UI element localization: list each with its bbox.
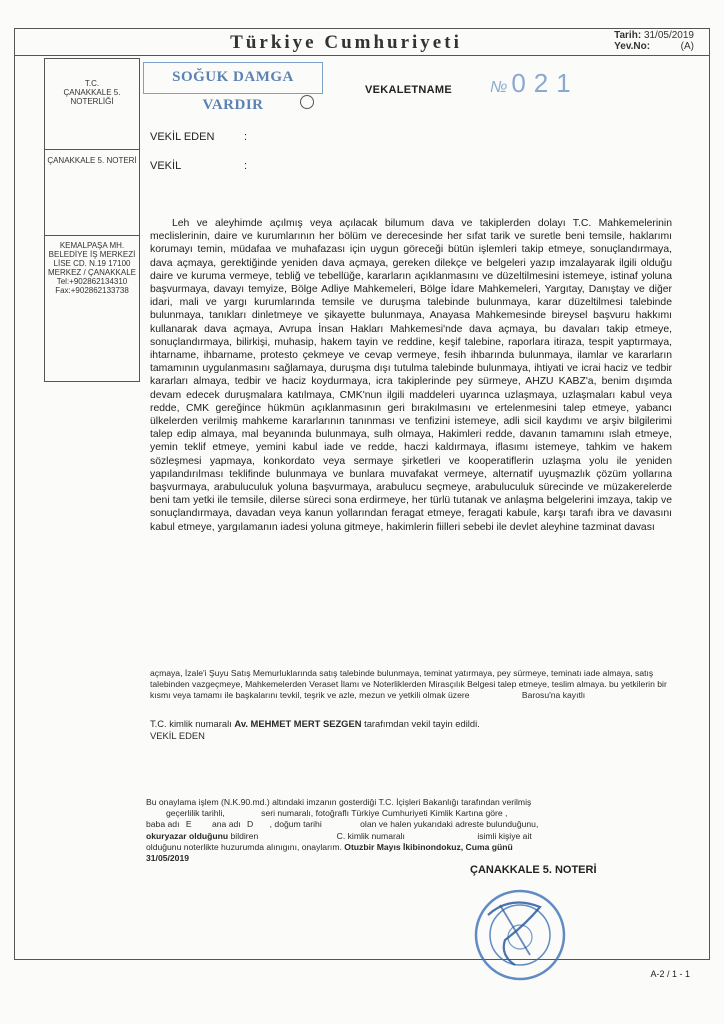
vekil-label: VEKİL (150, 160, 182, 172)
mother-initial: D (247, 819, 254, 830)
date-in-words: Otuzbir Mayıs İkibinondokuz, Cuma günü (344, 841, 513, 852)
appointment-text: tarafımdan vekil tayin edildi. (364, 718, 480, 729)
address-line: KEMALPAŞA MH. (59, 241, 125, 250)
noter-signature-label: ÇANAKKALE 5. NOTERİ (470, 864, 597, 876)
address-line: MERKEZ / ÇANAKKALE (47, 268, 137, 277)
id-label: C. kimlik numaralı (336, 830, 405, 841)
date-value: 31/05/2019 (643, 30, 694, 41)
vekil-eden-label: VEKİL EDEN (150, 131, 215, 143)
header-meta (614, 30, 694, 52)
notary-sidebar (44, 58, 140, 382)
father-label: baba adı (146, 819, 180, 830)
page-code: A-2 / 1 - 1 (650, 969, 690, 979)
person-label: isimli kişiye ait (477, 830, 532, 841)
main-paragraph: Leh ve aleyhimde açılmış veya açılacak bilumum dava ve takiplerden dolayı T.C. Mahkemelerinin meclislerinin, daire ve kurumlarının her bölüm ve derecesinde her sıfat tarik ve suretle beni temsile, haklarımı korumayı temin, müdafaa ve muhafazası için uygun göreceği bütün işlemleri takip etmeye, sonuçlandırmaya, dava açmaya, gerektiğinde yeniden dava açmaya, gereken dilekçe ve belgeleri yazıp imzalayarak ilgili olduğu daire ve kuruma vermeye, tebliğ ve tebellüğe, kararların açıklanmasını ve düzeltilmesini istemeye, istinaf yoluna başvurmaya, davayı temyize, Bölge Adliye Mahkemeleri, Bölge İdare Mahkemeleri, Yargıtay, Danıştay ve diğer idari, mali ve yargı kurumlarında temsile ve duruşma talebinde bulunmaya, karar düzeltilmesi talebinde bulunmaya, tanıkları dinletmeye ve şikayette bulunmaya, Anayasa Mahkemesinde bireysel başvuru hakkımı kullanarak dava açmaya, Avrupa İnsan Hakları Mahkemesi'nde dava açmaya, bu davaları takip etmeye, sonuçlandırmaya, bilirkişi, muhasip, hakem tayin ve reddine, keşif talebine, raporlara itiraza, tespit yaptırmaya, ihtarname, ihbarname, protesto çekmeye ve cevap vermeye, fesih ihbarında bulunmaya, ilamlar ve kararların tamamının uygulanmasını sağlamaya, duruşma dışı tutulma talebinde bulunmaya, ihtiyati ve icrai haciz ve tedbir kararları almaya, tedbir ve haciz koydurmaya, icra takiplerinde pey sürmeye, AHZU KABZ'a, benim dışımda devam edecek duruşmalara katılmaya, CMK'nun ilgili maddeleri uyarınca uzlaşmaya, uzlaşmaları kabul veya redde, CMK gereğince hükmün açıklanmasının geri bırakılmasını ve ertelenmesini talep etmeye, yabancı ülkelerden verilmiş mahkeme kararlarının tanınması ve tenfizini istemeye, adli sicil kaydımı ve arşiv bilgilerimi talep edip almaya, mal beyanında bulunmaya, sulh olmaya, Hakimleri redde, davanın tamamını ıslah etmeye, yemin teklif etmeye, yemini kabul iade ve redde, haczi kaldırmaya, iflasımı istemeye, tahkim ve hakem sözleşmesi yapmaya, konkordato veya sermaye şirketleri ve kooperatiflerin uzlaşma yolu ile yeniden yapılandırılması teklifinde bulunmaya ve bunlara muvafakat vermeye, alternatif uyuşmazlık çözüm yollarına başvurmaya, arabuluculuk yoluna başvurmaya, arabulucu seçmeye, arabuluculuk sürecinde ve müzakerelerde beni tam yetki ile temsile, dilerse süreci sona erdirmeye, her türlü tutanak ve anlaşma belgelerini imzaya, takip ve sonuçlandırmaya, davadan veya kanun yollarından feragat etmeye, feragati kabule, karşı tarafı ibra ve davasını kabul etmeye, yargılamanın iadesi yoluna gitmeye, hakimlerin fiilleri sebebi ile devlet aleyhine tazminat davası (150, 218, 672, 533)
cert-line (146, 831, 676, 842)
declarer-label: bildiren (230, 830, 259, 841)
notary-seal-stamp (470, 885, 570, 985)
lawyer-name: Av. MEHMET MERT SEZGEN (234, 718, 362, 729)
stamp-hole-mark (300, 95, 314, 109)
number-value: 021 (511, 68, 579, 98)
address-block (45, 241, 139, 295)
cert-line (146, 853, 676, 864)
address-line: LİSE CD. N.19 17100 (53, 259, 131, 268)
authorization-text (150, 217, 672, 534)
closing-vekil-eden: VEKİL EDEN (150, 730, 205, 741)
field-colon: : (244, 131, 248, 143)
noter-name: ÇANAKKALE 5. NOTERİ (47, 156, 137, 165)
date-label: Tarih: (614, 30, 642, 41)
address-statement: olan ve halen yukarıdaki adreste bulunduğunu, (360, 819, 539, 830)
yev-label: Yev.No: (614, 41, 651, 52)
page-title: Türkiye Cumhuriyeti (230, 32, 462, 53)
office-line: T.C. (84, 79, 100, 88)
office-block (45, 79, 139, 106)
cert-date: 31/05/2019 (146, 853, 190, 864)
address-line: BELEDİYE İŞ MERKEZİ (48, 250, 136, 259)
birth-label: , doğum tarihi (269, 819, 322, 830)
vekil-field (150, 160, 248, 172)
authorization-continuation (150, 668, 674, 702)
document-number (490, 68, 579, 99)
office-line: ÇANAKKALE 5. (63, 88, 121, 97)
cert-line (146, 842, 676, 853)
phone-line: Tel:+902862134310 (56, 277, 128, 286)
office-line: NOTERLİĞİ (70, 97, 114, 106)
field-colon: : (244, 160, 248, 172)
approval-text: olduğunu noterlikte huzurumda alınıgını, onaylarım. (146, 841, 342, 852)
lawyer-line (150, 718, 674, 729)
cold-stamp-box: SOĞUK DAMGA VARDIR (143, 62, 323, 94)
vekil-eden-field (150, 131, 248, 143)
father-initial: E (185, 819, 192, 830)
literacy-text: okuryazar olduğunu (146, 830, 229, 841)
sidebar-divider (45, 149, 139, 150)
cert-line (146, 819, 676, 830)
cert-line: Bu onaylama işlem (N.K.90.md.) altındaki imzanın gosterdiği T.C. İçişleri Bakanlığı tarafından verilmiş (146, 797, 532, 807)
cert-line (146, 808, 676, 819)
number-prefix: № (490, 79, 508, 96)
header-divider (14, 55, 710, 56)
cert-validity: geçerlilik tarihli, (166, 808, 225, 819)
cert-serial: seri numaralı, fotoğraflı Türkiye Cumhuriyeti Kimlik Kartına göre , (261, 808, 508, 819)
sidebar-divider (45, 235, 139, 236)
mother-label: ana adı (211, 819, 241, 830)
notary-certification (146, 797, 676, 864)
yev-value: (A) (680, 41, 694, 52)
fax-line: Fax:+902862133738 (55, 286, 129, 295)
bar-text: Barosu'na kayıtlı (521, 690, 586, 701)
document-title: VEKALETNAME (365, 84, 453, 96)
continuation-text: açmaya, İzale'i Şuyu Satış Memurluklarında satış talebinde bulunmaya, teminat yatırmaya, pey sürmeye, teminatı iade almaya, satış talebinden vazgeçmeye, Mahkemelerden Veraset İlamı ve Noterliklerden Mirasçılık Belgesi talep etmeye, teslim almaya. bu yetkilerin bir kısmı veya tamamı ile başkalarını tevkil, teşrik ve azle, mezun ve yetkili olmak üzere (150, 668, 667, 701)
tc-text: T.C. kimlik numaralı (150, 718, 232, 729)
